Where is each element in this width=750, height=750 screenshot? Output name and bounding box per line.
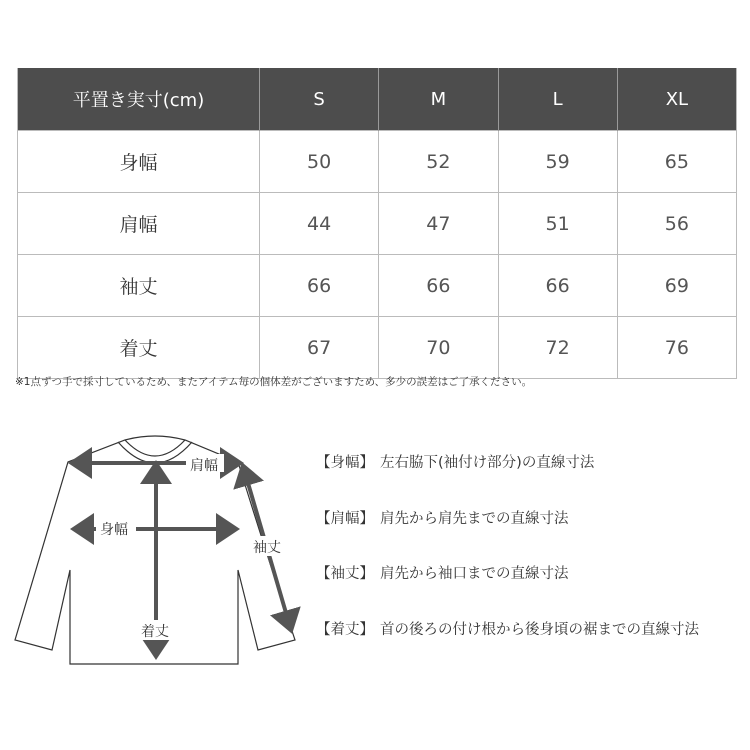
cell-value: 52: [379, 131, 498, 193]
cell-value: 47: [379, 193, 498, 255]
cell-value: 76: [617, 317, 736, 379]
cell-value: 50: [260, 131, 379, 193]
legend-desc: 首の後ろの付け根から後身頃の裾までの直線寸法: [380, 622, 699, 638]
legend-desc: 肩先から肩先までの直線寸法: [380, 511, 569, 527]
header-size-m: M: [379, 68, 498, 131]
cell-value: 66: [260, 255, 379, 317]
shoulder-label: 肩幅: [190, 458, 218, 474]
legend-desc: 左右脇下(袖付け部分)の直線寸法: [380, 455, 595, 471]
cell-value: 59: [498, 131, 617, 193]
measurement-note: ※1点ずつ手で採寸しているため、またアイテム毎の個体差がございますため、多少の誤差はご了承ください。: [15, 376, 533, 388]
sleeve-label: 袖丈: [253, 540, 281, 556]
header-size-l: L: [498, 68, 617, 131]
legend-key: 【身幅】: [316, 455, 374, 471]
cell-value: 44: [260, 193, 379, 255]
cell-value: 65: [617, 131, 736, 193]
row-label: 袖丈: [18, 255, 260, 317]
legend-item: [316, 618, 699, 639]
legend-item: [316, 451, 594, 472]
legend-item: [316, 507, 569, 528]
table-row: [18, 131, 737, 193]
size-table-header: [18, 68, 737, 131]
measure-arrows: [72, 463, 291, 656]
legend-key: 【袖丈】: [316, 566, 374, 582]
row-label: 肩幅: [18, 193, 260, 255]
header-measure: 平置き実寸(cm): [18, 68, 260, 131]
legend-desc: 肩先から袖口までの直線寸法: [380, 566, 569, 582]
legend-key: 【着丈】: [316, 622, 374, 638]
cell-value: 66: [498, 255, 617, 317]
cell-value: 56: [617, 193, 736, 255]
row-label: 身幅: [18, 131, 260, 193]
header-size-xl: XL: [617, 68, 736, 131]
cell-value: 72: [498, 317, 617, 379]
cell-value: 67: [260, 317, 379, 379]
legend-item: [316, 562, 569, 583]
cell-value: 70: [379, 317, 498, 379]
shirt-diagram: [0, 420, 310, 680]
size-table: [17, 68, 737, 379]
cell-value: 66: [379, 255, 498, 317]
table-row: [18, 193, 737, 255]
table-row: [18, 255, 737, 317]
legend-key: 【肩幅】: [316, 511, 374, 527]
row-label: 着丈: [18, 317, 260, 379]
table-row: [18, 317, 737, 379]
cell-value: 69: [617, 255, 736, 317]
cell-value: 51: [498, 193, 617, 255]
header-size-s: S: [260, 68, 379, 131]
length-label: 着丈: [141, 624, 169, 640]
chest-label: 身幅: [100, 522, 128, 538]
